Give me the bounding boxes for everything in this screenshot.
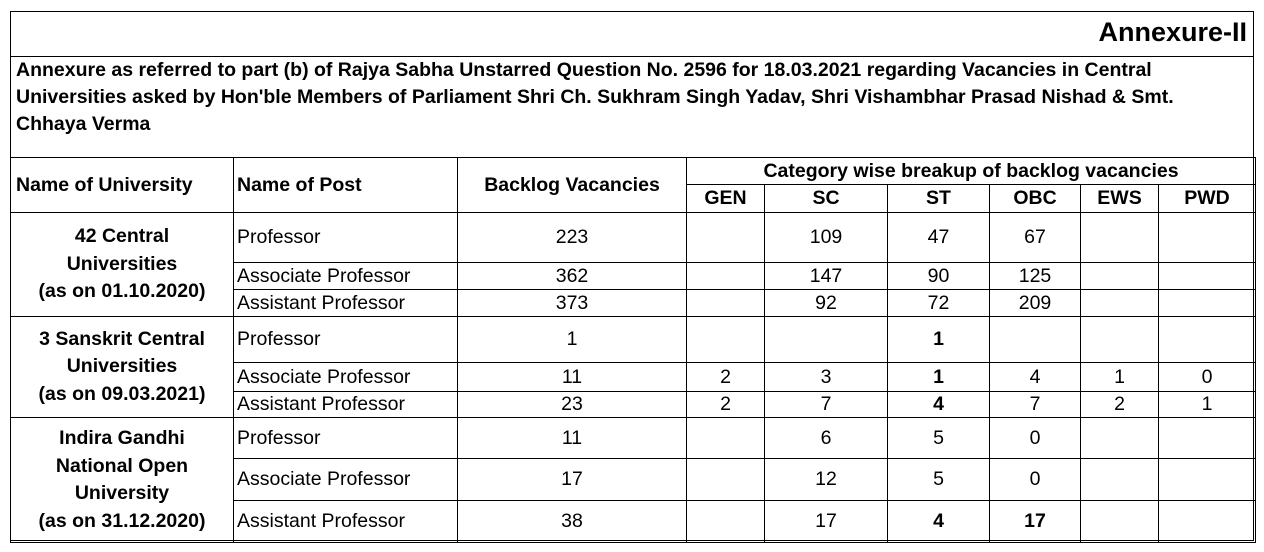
header-backlog: Backlog Vacancies [458, 158, 687, 213]
cell-sc: 6 [765, 418, 888, 459]
cell-obc: 67 [990, 213, 1081, 263]
cell-sc: 17 [765, 501, 888, 543]
cell-st: 4 [888, 392, 990, 418]
cell-sc: 92 [765, 290, 888, 317]
cell-gen [687, 263, 765, 290]
post-name: Professor [234, 213, 458, 263]
backlog-value: 373 [458, 290, 687, 317]
table-row [11, 317, 1256, 363]
university-name-line: Universities [66, 355, 178, 378]
cell-ews [1081, 213, 1159, 263]
header-category-group: Category wise breakup of backlog vacancies [687, 158, 1256, 185]
cell-ews [1081, 263, 1159, 290]
cell-obc [990, 317, 1081, 363]
cell-sc: 12 [765, 459, 888, 501]
university-name-line: Indira Gandhi [59, 427, 185, 449]
cell-st: 5 [888, 459, 990, 501]
cell-obc: 125 [990, 263, 1081, 290]
university-name [11, 213, 234, 317]
cell-obc: 0 [990, 459, 1081, 501]
cell-pwd [1159, 459, 1256, 501]
header-st: ST [888, 185, 990, 213]
header-ews: EWS [1081, 185, 1159, 213]
backlog-value: 38 [458, 501, 687, 543]
cell-ews: 1 [1081, 363, 1159, 392]
backlog-value: 11 [458, 418, 687, 459]
header-gen: GEN [687, 185, 765, 213]
annexure-label: Annexure-II [1098, 17, 1247, 47]
intro-text: Annexure as referred to part (b) of Rajya Sabha Unstarred Question No. 2596 for 18.03.2021 regarding Vacancies in Central Universities asked by Hon'ble Members of Parliament Shri Ch. Sukhram Singh Yadav, Shri Vishambhar Prasad Nishad & Smt. Chhaya Verma [16, 59, 1174, 135]
cell-pwd: 0 [1159, 363, 1256, 392]
cell-pwd [1159, 290, 1256, 317]
cell-gen [687, 418, 765, 459]
header-university: Name of University [11, 158, 234, 213]
backlog-value: 223 [458, 213, 687, 263]
cell-pwd [1159, 418, 1256, 459]
cell-gen [687, 501, 765, 543]
table-row [11, 418, 1256, 459]
cell-gen [687, 290, 765, 317]
cell-gen: 2 [687, 363, 765, 392]
header-post: Name of Post [234, 158, 458, 213]
university-name-line: (as on 31.12.2020) [38, 509, 206, 532]
cell-ews [1081, 418, 1159, 459]
cell-gen [687, 459, 765, 501]
university-name [11, 418, 234, 543]
university-name-line: (as on 01.10.2020) [38, 280, 206, 303]
cell-gen [687, 213, 765, 263]
backlog-value: 11 [458, 363, 687, 392]
cell-gen [687, 317, 765, 363]
cell-ews [1081, 459, 1159, 501]
cell-pwd [1159, 213, 1256, 263]
cell-sc: 109 [765, 213, 888, 263]
backlog-value: 23 [458, 392, 687, 418]
university-name-line: University [74, 482, 170, 504]
cell-st: 72 [888, 290, 990, 317]
post-name: Assistant Professor [234, 392, 458, 418]
cell-sc [765, 317, 888, 363]
cell-pwd [1159, 317, 1256, 363]
cell-obc: 4 [990, 363, 1081, 392]
cell-obc: 7 [990, 392, 1081, 418]
cell-st: 90 [888, 263, 990, 290]
university-name-line: National Open [55, 454, 189, 477]
cell-obc: 17 [990, 501, 1081, 543]
cell-st: 47 [888, 213, 990, 263]
post-name: Associate Professor [234, 363, 458, 392]
cell-st: 4 [888, 501, 990, 543]
cell-obc: 209 [990, 290, 1081, 317]
backlog-value: 362 [458, 263, 687, 290]
header-obc: OBC [990, 185, 1081, 213]
annexure-document [10, 11, 1254, 541]
cell-ews [1081, 290, 1159, 317]
backlog-value: 17 [458, 459, 687, 501]
post-name: Assistant Professor [234, 290, 458, 317]
cell-pwd [1159, 501, 1256, 543]
cell-pwd: 1 [1159, 392, 1256, 418]
cell-ews [1081, 317, 1159, 363]
table-body [11, 213, 1256, 543]
cell-sc: 7 [765, 392, 888, 418]
post-name: Assistant Professor [234, 501, 458, 543]
cell-sc: 147 [765, 263, 888, 290]
university-name-line: (as on 09.03.2021) [38, 382, 206, 405]
cell-ews: 2 [1081, 392, 1159, 418]
university-name-line: 42 Central [74, 225, 170, 248]
vacancy-table [10, 157, 1256, 543]
cell-gen: 2 [687, 392, 765, 418]
cell-obc: 0 [990, 418, 1081, 459]
cell-ews [1081, 501, 1159, 543]
post-name: Associate Professor [234, 459, 458, 501]
cell-sc: 3 [765, 363, 888, 392]
cell-st: 5 [888, 418, 990, 459]
post-name: Professor [234, 418, 458, 459]
header-sc: SC [765, 185, 888, 213]
post-name: Associate Professor [234, 263, 458, 290]
post-name: Professor [234, 317, 458, 363]
university-name-line: 3 Sanskrit Central [39, 327, 205, 350]
university-name-line: Universities [66, 252, 178, 275]
header-pwd: PWD [1159, 185, 1256, 213]
university-name [11, 317, 234, 418]
cell-st: 1 [888, 317, 990, 363]
backlog-value: 1 [458, 317, 687, 363]
cell-pwd [1159, 263, 1256, 290]
cell-st: 1 [888, 363, 990, 392]
table-row [11, 213, 1256, 263]
